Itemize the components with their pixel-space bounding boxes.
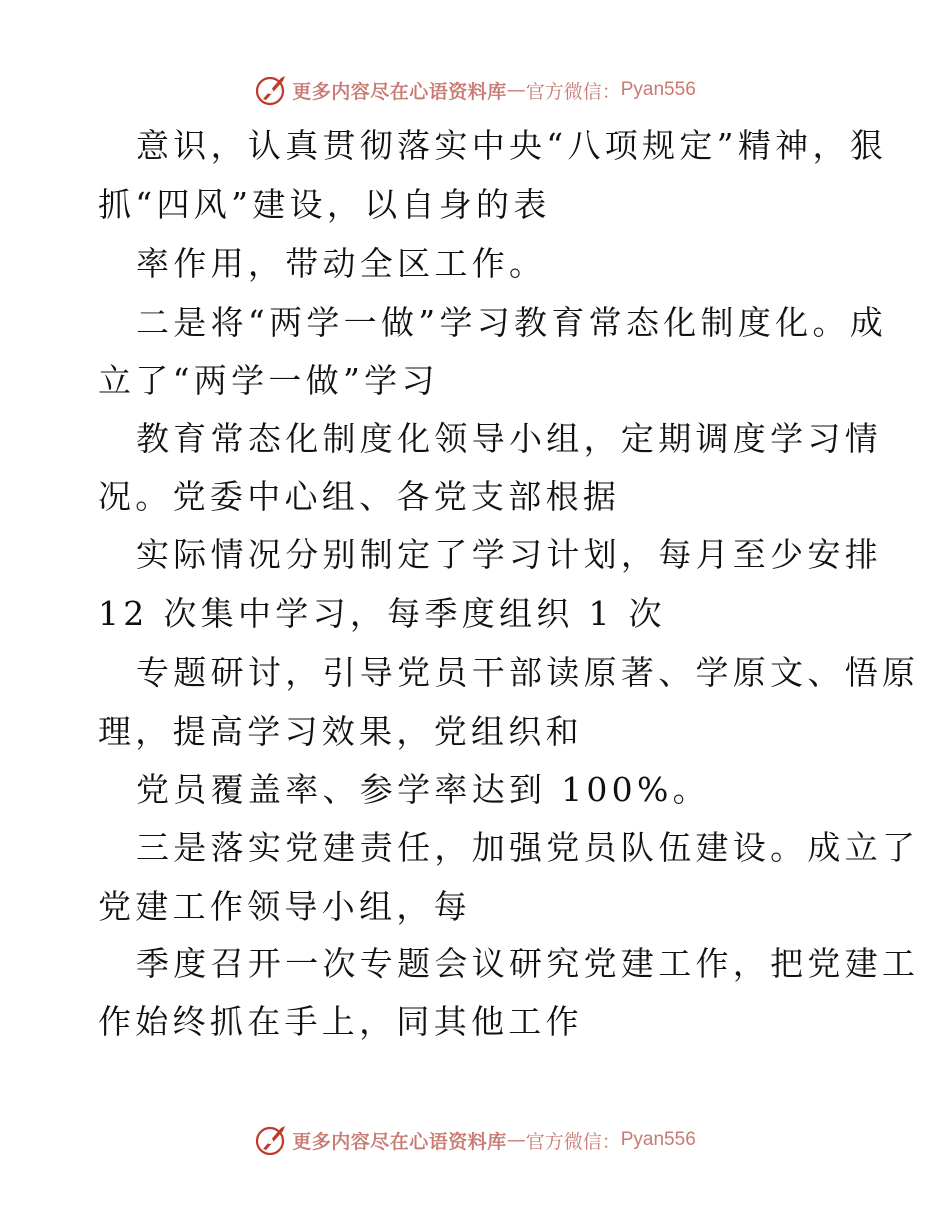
body-line: 季度召开一次专题会议研究党建工作，把党建工 bbox=[136, 944, 920, 983]
body-line: 作始终抓在手上，同其他工作 bbox=[98, 1002, 583, 1041]
quill-logo-icon bbox=[254, 1122, 290, 1158]
body-line: 理，提高学习效果，党组织和 bbox=[98, 712, 583, 751]
body-line: 实际情况分别制定了学习计划，每月至少安排 bbox=[136, 535, 882, 574]
footer-banner-text: 更多内容尽在心语资料库 bbox=[292, 1130, 507, 1153]
body-line: 专题研讨，引导党员干部读原著、学原文、悟原 bbox=[136, 653, 920, 692]
body-line: 党员覆盖率、参学率达到 100%。 bbox=[136, 770, 710, 809]
body-line: 抓“四风”建设，以自身的表 bbox=[98, 185, 551, 224]
header-banner bbox=[0, 70, 950, 110]
header-banner-dash: — bbox=[506, 79, 526, 101]
body-line: 立了“两学一做”学习 bbox=[98, 361, 439, 400]
body-line: 教育常态化制度化领导小组，定期调度学习情 bbox=[136, 419, 882, 458]
header-wechat-id: Pyan556 bbox=[620, 79, 696, 100]
body-line: 率作用，带动全区工作。 bbox=[136, 244, 547, 283]
body-line: 二是将“两学一做”学习教育常态化制度化。成 bbox=[136, 303, 888, 342]
quill-logo-icon bbox=[254, 72, 290, 108]
body-line: 12 次集中学习，每季度组织 1 次 bbox=[98, 594, 666, 633]
body-line: 况。党委中心组、各党支部根据 bbox=[98, 477, 621, 516]
footer-banner bbox=[0, 1120, 950, 1160]
header-wechat-label: 官方微信： bbox=[525, 80, 621, 103]
body-line: 意识，认真贯彻落实中央“八项规定”精神，狠 bbox=[136, 126, 888, 165]
footer-wechat-id: Pyan556 bbox=[620, 1129, 696, 1150]
footer-wechat-label: 官方微信： bbox=[525, 1130, 621, 1153]
footer-banner-dash: — bbox=[506, 1129, 526, 1151]
header-banner-text: 更多内容尽在心语资料库 bbox=[292, 80, 507, 103]
body-line: 党建工作领导小组，每 bbox=[98, 887, 471, 926]
body-line: 三是落实党建责任，加强党员队伍建设。成立了 bbox=[136, 828, 920, 867]
